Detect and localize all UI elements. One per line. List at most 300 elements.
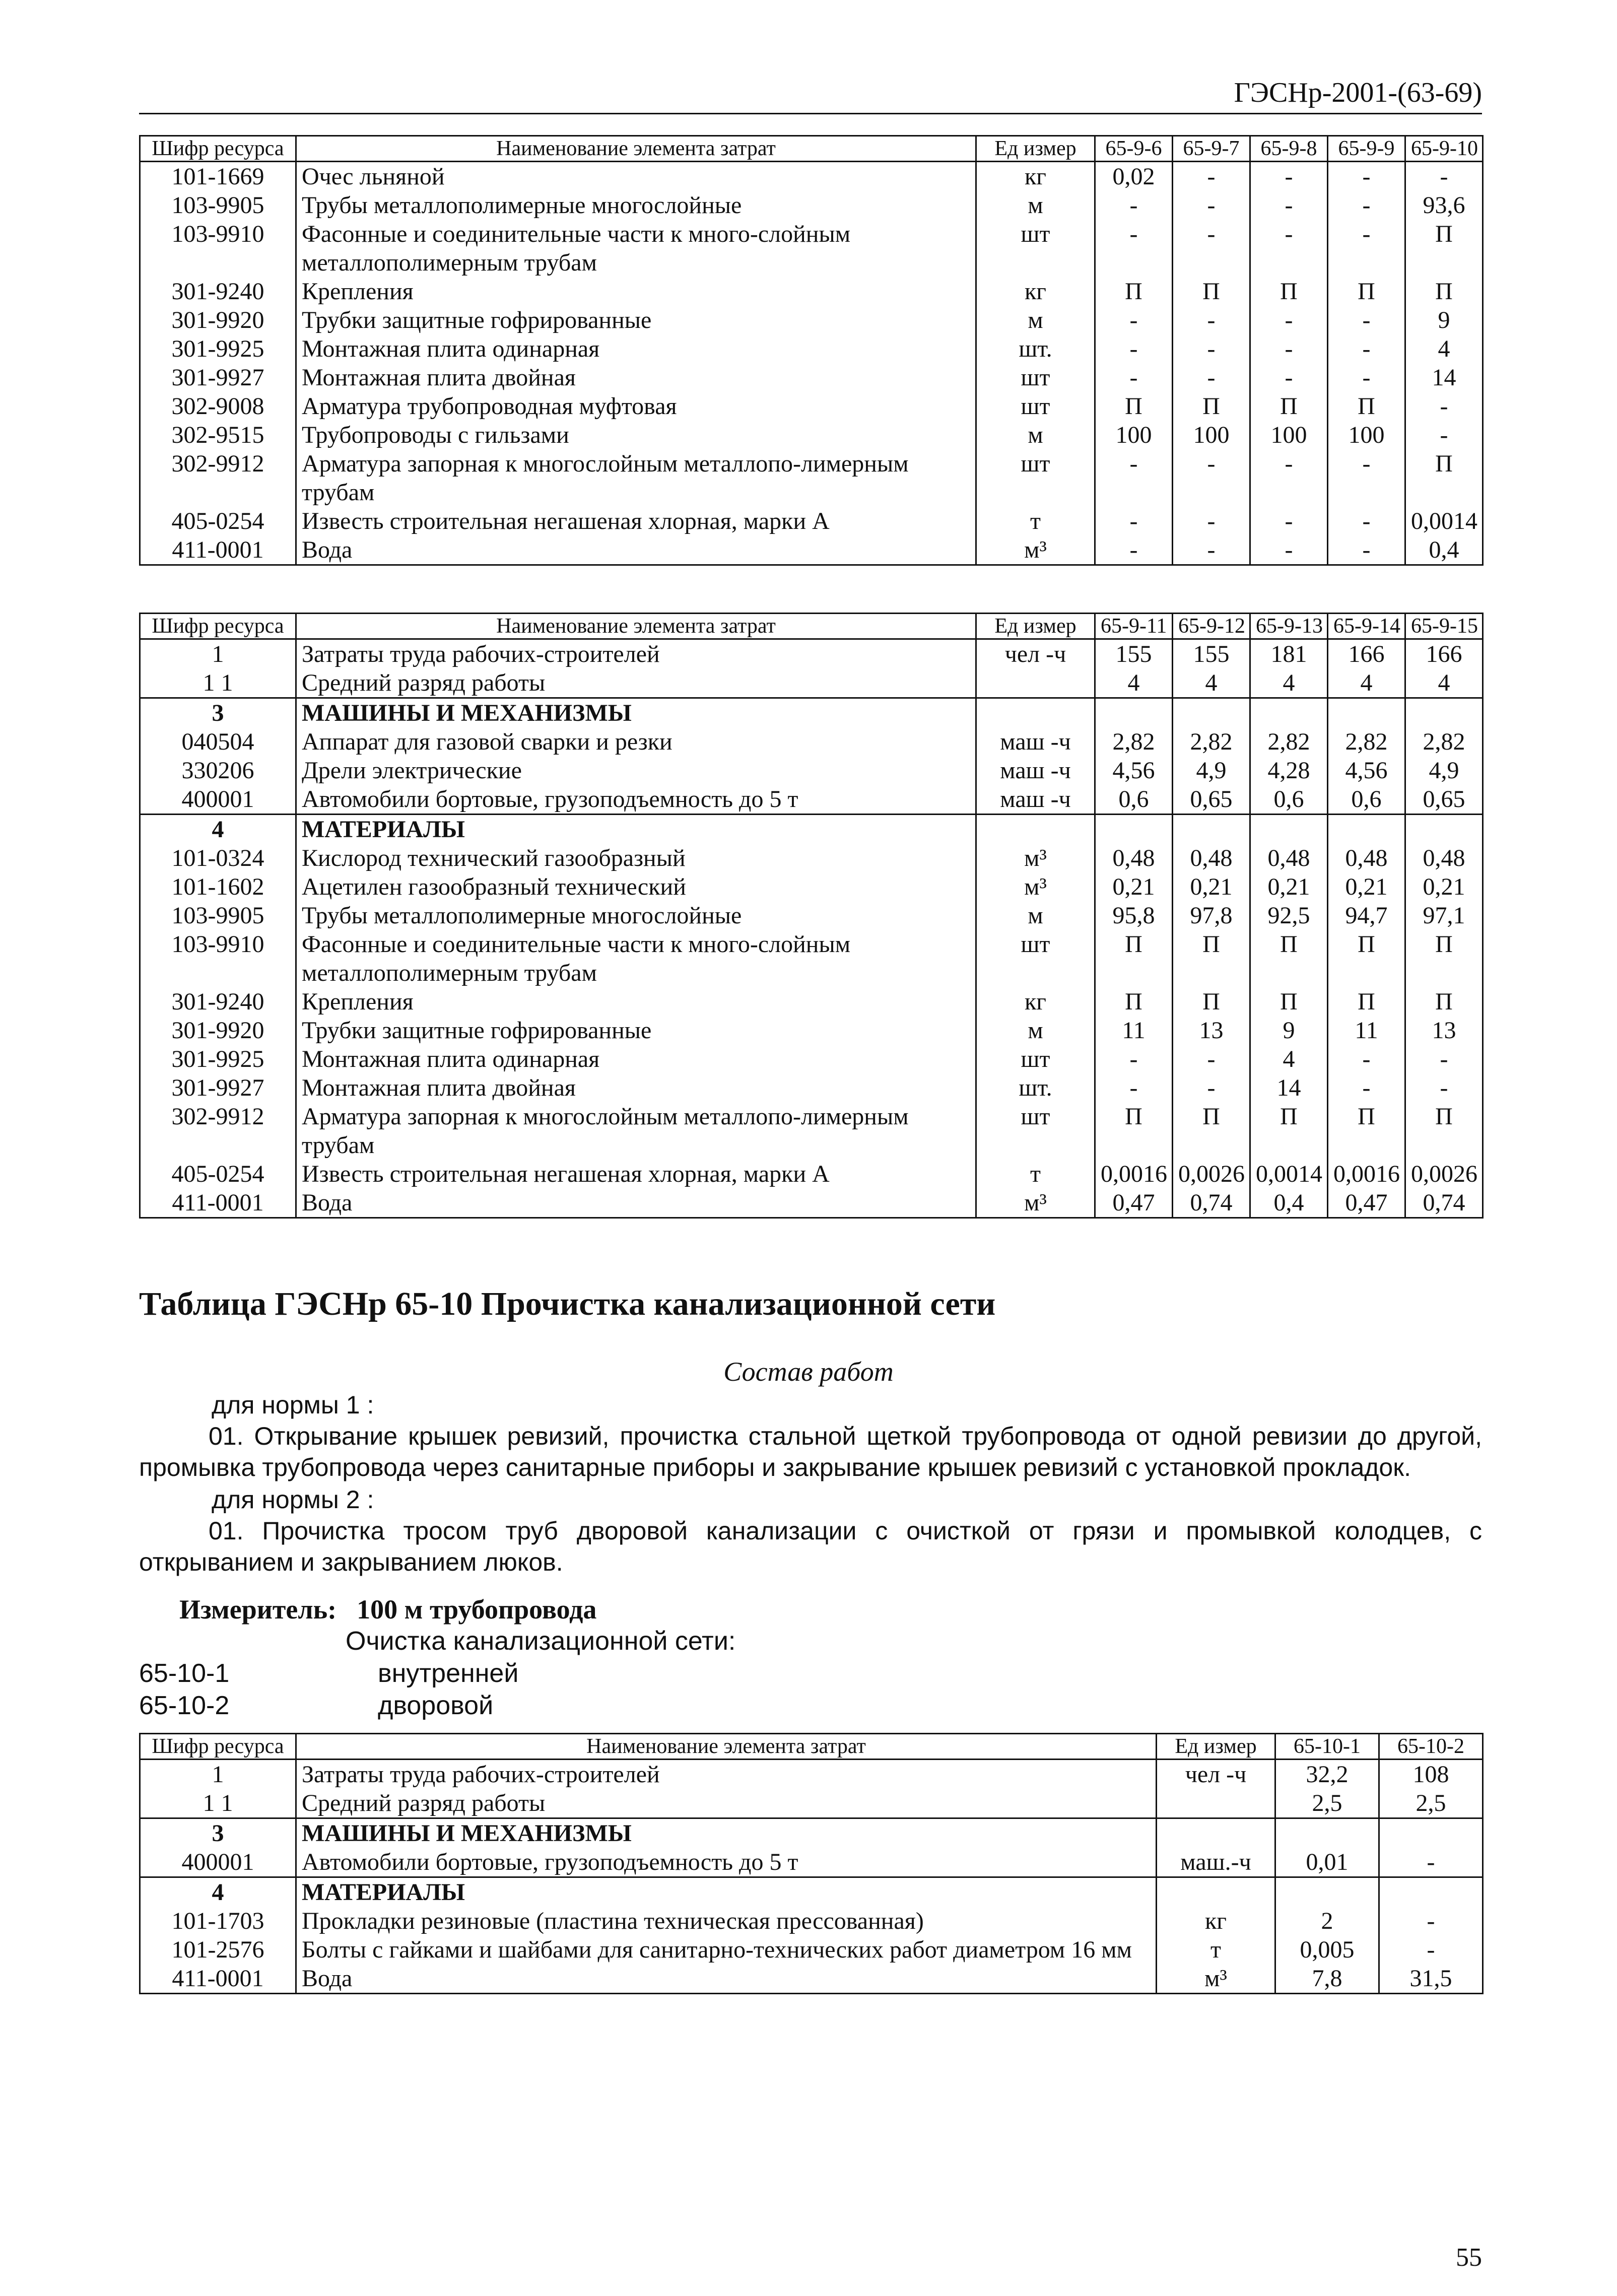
norm-value: -: [1095, 507, 1173, 535]
cost-element-name: Автомобили бортовые, грузоподъемность до 5 т: [296, 1848, 1157, 1877]
norm-value: 4: [1328, 668, 1405, 698]
table-row: [140, 363, 1483, 392]
resource-code: 3: [140, 698, 296, 728]
norm-value: 2,82: [1328, 727, 1405, 756]
norm-value: [1173, 815, 1250, 844]
norm-value: -: [1173, 306, 1250, 334]
unit-of-measure: кг: [976, 987, 1095, 1016]
resource-code: 301-9240: [140, 987, 296, 1016]
resource-code: 101-2576: [140, 1935, 296, 1964]
norm-value: -: [1328, 1073, 1405, 1102]
norm-value: 0,6: [1328, 785, 1405, 815]
norm-value: -: [1173, 220, 1250, 277]
norm-value: 4,9: [1405, 756, 1483, 785]
column-header-unit: Ед измер: [976, 136, 1095, 162]
resource-code: 103-9905: [140, 901, 296, 930]
cost-element-name: Арматура запорная к многослойным металлопо-лимерным трубам: [296, 449, 976, 507]
norm-value: 0,21: [1405, 872, 1483, 901]
norm-value: 100: [1095, 421, 1173, 449]
norm-value: 4,28: [1250, 756, 1328, 785]
norm-value: П: [1173, 987, 1250, 1016]
norm-value: [1250, 698, 1328, 728]
cost-element-name: МАШИНЫ И МЕХАНИЗМЫ: [296, 698, 976, 728]
table-row: [140, 785, 1483, 815]
norm-value: П: [1095, 1102, 1173, 1160]
resource-code: 3: [140, 1818, 296, 1848]
document-code: ГЭСНр-2001-(63-69): [1234, 77, 1482, 108]
norm-value: П: [1173, 277, 1250, 306]
norm-value: П: [1405, 1102, 1483, 1160]
resource-code: 301-9927: [140, 1073, 296, 1102]
table-row: [140, 1789, 1483, 1818]
norm-value: 0,0014: [1250, 1160, 1328, 1188]
table-row: [140, 449, 1483, 507]
norm-value: -: [1250, 220, 1328, 277]
table-row: [140, 1045, 1483, 1073]
norm-value: П: [1250, 987, 1328, 1016]
unit-of-measure: [1157, 1818, 1275, 1848]
unit-of-measure: т: [1157, 1935, 1275, 1964]
measurement-unit: [179, 1593, 596, 1626]
norm-value: -: [1173, 363, 1250, 392]
norm-value: 13: [1405, 1016, 1483, 1045]
table-row: [140, 191, 1483, 220]
resource-code: 301-9920: [140, 1016, 296, 1045]
unit-of-measure: т: [976, 1160, 1095, 1188]
resource-code: 301-9925: [140, 1045, 296, 1073]
norm-value: -: [1095, 334, 1173, 363]
resource-code: 1: [140, 1760, 296, 1789]
norm-value: 108: [1379, 1760, 1483, 1789]
resource-code: 301-9240: [140, 277, 296, 306]
norm-value: 155: [1173, 639, 1250, 669]
norm2-text: 01. Прочистка тросом труб дворовой канализации с очисткой от грязи и промывкой колодцев, с открыванием и закрыванием люков.: [139, 1517, 1482, 1576]
norm-value: 155: [1095, 639, 1173, 669]
table-row: [140, 507, 1483, 535]
norm-value: 0,74: [1405, 1188, 1483, 1218]
cost-element-name: МАТЕРИАЛЫ: [296, 815, 976, 844]
norm-value: -: [1328, 363, 1405, 392]
unit-of-measure: м: [976, 191, 1095, 220]
norm-value: -: [1095, 1073, 1173, 1102]
column-header-norm: 65-9-14: [1328, 614, 1405, 639]
norm-value: -: [1095, 191, 1173, 220]
norm-value: 0,0026: [1173, 1160, 1250, 1188]
cost-element-name: Фасонные и соединительные части к много-слойным металлополимерным трубам: [296, 930, 976, 987]
norm-value: -: [1405, 1045, 1483, 1073]
norm-value: -: [1173, 507, 1250, 535]
table-row: [140, 1907, 1483, 1935]
norm-value: -: [1173, 334, 1250, 363]
norm-value: 7,8: [1275, 1964, 1379, 1994]
norm-value: 9: [1405, 306, 1483, 334]
norm-value: П: [1173, 1102, 1250, 1160]
norm-value: 0,65: [1173, 785, 1250, 815]
norm-value: [1405, 815, 1483, 844]
unit-of-measure: кг: [976, 162, 1095, 191]
norm-value: 4: [1405, 668, 1483, 698]
resource-table-65-9-11-to-15: [139, 613, 1484, 1219]
cost-element-name: Трубы металлополимерные многослойные: [296, 191, 976, 220]
norm-value: 9: [1250, 1016, 1328, 1045]
unit-of-measure: [1157, 1789, 1275, 1818]
column-header-norm: 65-9-7: [1173, 136, 1250, 162]
norm-value: -: [1095, 363, 1173, 392]
resource-table-65-9-6-to-10: [139, 135, 1484, 566]
table-header-row: [140, 1734, 1483, 1760]
unit-of-measure: шт: [976, 392, 1095, 421]
table-row: [140, 756, 1483, 785]
unit-of-measure: [976, 698, 1095, 728]
norm-value: 166: [1328, 639, 1405, 669]
unit-of-measure: [1157, 1877, 1275, 1907]
table-row: [140, 987, 1483, 1016]
norm-value: П: [1405, 220, 1483, 277]
column-header-norm: 65-9-9: [1328, 136, 1405, 162]
table-row: [140, 872, 1483, 901]
unit-of-measure: шт.: [976, 334, 1095, 363]
norm-value: 97,8: [1173, 901, 1250, 930]
norm-value: -: [1250, 535, 1328, 565]
norm-value: -: [1379, 1848, 1483, 1877]
norm-value: 0,48: [1405, 844, 1483, 872]
norm-value: П: [1173, 392, 1250, 421]
resource-code: 330206: [140, 756, 296, 785]
resource-code: 301-9925: [140, 334, 296, 363]
column-header-norm: 65-9-8: [1250, 136, 1328, 162]
cost-element-name: Средний разряд работы: [296, 1789, 1157, 1818]
resource-code: 302-9008: [140, 392, 296, 421]
norm-value: 2,82: [1173, 727, 1250, 756]
norm-value: [1173, 698, 1250, 728]
norm-value: П: [1405, 930, 1483, 987]
norm-value: 0,6: [1095, 785, 1173, 815]
resource-code: 4: [140, 815, 296, 844]
norm-value: 95,8: [1095, 901, 1173, 930]
norm-value: -: [1328, 220, 1405, 277]
cost-element-name: Трубки защитные гофрированные: [296, 1016, 976, 1045]
resource-code: 040504: [140, 727, 296, 756]
section-title: Таблица ГЭСНр 65-10 Прочистка канализационной сети: [139, 1286, 996, 1322]
cost-element-name: Крепления: [296, 277, 976, 306]
cost-element-name: Ацетилен газообразный технический: [296, 872, 976, 901]
meter-label: Измеритель:: [179, 1594, 337, 1625]
norm-value: -: [1405, 392, 1483, 421]
norm-variants: [139, 1625, 735, 1722]
norm-value: 0,0016: [1095, 1160, 1173, 1188]
table-row: [140, 1760, 1483, 1789]
cost-element-name: Крепления: [296, 987, 976, 1016]
norm-value: 4: [1173, 668, 1250, 698]
norm1-label: для нормы 1 :: [212, 1391, 374, 1419]
resource-code: 103-9910: [140, 930, 296, 987]
cost-element-name: Монтажная плита двойная: [296, 363, 976, 392]
resource-code: 302-9515: [140, 421, 296, 449]
norm-value: П: [1095, 987, 1173, 1016]
norm-value: П: [1095, 392, 1173, 421]
norm-value: 0,0026: [1405, 1160, 1483, 1188]
norm-value: П: [1328, 930, 1405, 987]
norm-value: 0,21: [1250, 872, 1328, 901]
norm-value: 14: [1405, 363, 1483, 392]
norm-value: 0,48: [1173, 844, 1250, 872]
resource-code: 400001: [140, 1848, 296, 1877]
cost-element-name: Болты с гайками и шайбами для санитарно-технических работ диаметром 16 мм: [296, 1935, 1157, 1964]
norm-value: 93,6: [1405, 191, 1483, 220]
norm-value: 0,47: [1328, 1188, 1405, 1218]
cost-element-name: Трубки защитные гофрированные: [296, 306, 976, 334]
resource-code: 101-1669: [140, 162, 296, 191]
norm-value: 4: [1095, 668, 1173, 698]
norm-value: 2,82: [1250, 727, 1328, 756]
table-row: [140, 1877, 1483, 1907]
table-row: [140, 844, 1483, 872]
column-header-norm: 65-9-15: [1405, 614, 1483, 639]
norm-value: 0,74: [1173, 1188, 1250, 1218]
norm-value: [1250, 815, 1328, 844]
norm-value: -: [1328, 334, 1405, 363]
unit-of-measure: м: [976, 421, 1095, 449]
cost-element-name: Прокладки резиновые (пластина техническая прессованная): [296, 1907, 1157, 1935]
resource-code: 405-0254: [140, 507, 296, 535]
variant-code: 65-10-1: [139, 1659, 230, 1688]
resource-code: 101-1602: [140, 872, 296, 901]
norm-value: -: [1379, 1935, 1483, 1964]
table-row: [140, 1188, 1483, 1218]
norm-value: [1379, 1877, 1483, 1907]
norm-value: 166: [1405, 639, 1483, 669]
norm-value: П: [1250, 392, 1328, 421]
unit-of-measure: м: [976, 306, 1095, 334]
norm-value: 0,47: [1095, 1188, 1173, 1218]
unit-of-measure: маш -ч: [976, 727, 1095, 756]
norm-value: -: [1173, 162, 1250, 191]
norm-value: -: [1405, 421, 1483, 449]
resource-code: 101-0324: [140, 844, 296, 872]
table-row: [140, 815, 1483, 844]
cost-element-name: МАТЕРИАЛЫ: [296, 1877, 1157, 1907]
norm-value: 2,82: [1405, 727, 1483, 756]
norm-value: [1275, 1877, 1379, 1907]
norm-value: [1328, 815, 1405, 844]
table-header-row: [140, 136, 1483, 162]
column-header-norm: 65-9-10: [1405, 136, 1483, 162]
norm-value: -: [1095, 449, 1173, 507]
norm-value: 97,1: [1405, 901, 1483, 930]
cost-element-name: Кислород технический газообразный: [296, 844, 976, 872]
resource-code: 1 1: [140, 1789, 296, 1818]
norm-value: -: [1328, 306, 1405, 334]
norm-value: П: [1328, 1102, 1405, 1160]
norm-value: -: [1173, 1045, 1250, 1073]
cost-element-name: Вода: [296, 1964, 1157, 1994]
resource-code: 411-0001: [140, 1188, 296, 1218]
unit-of-measure: м³: [976, 872, 1095, 901]
norm-value: 100: [1173, 421, 1250, 449]
norm-value: -: [1328, 191, 1405, 220]
cost-element-name: Арматура запорная к многослойным металлопо-лимерным трубам: [296, 1102, 976, 1160]
table-row: [140, 220, 1483, 277]
cost-element-name: Дрели электрические: [296, 756, 976, 785]
variants-caption: Очистка канализационной сети:: [346, 1627, 736, 1656]
norm-value: -: [1250, 306, 1328, 334]
norm-value: -: [1328, 162, 1405, 191]
resource-code: 302-9912: [140, 1102, 296, 1160]
norm-value: 94,7: [1328, 901, 1405, 930]
cost-element-name: Арматура трубопроводная муфтовая: [296, 392, 976, 421]
resource-code: 1: [140, 639, 296, 669]
norm-value: 0,4: [1405, 535, 1483, 565]
column-header-norm: 65-10-2: [1379, 1734, 1483, 1760]
table-row: [140, 1848, 1483, 1877]
norm-value: 2: [1275, 1907, 1379, 1935]
cost-element-name: Фасонные и соединительные части к много-слойным металлополимерным трубам: [296, 220, 976, 277]
unit-of-measure: [976, 668, 1095, 698]
meter-value: 100 м трубопровода: [357, 1594, 597, 1625]
norm-value: -: [1250, 507, 1328, 535]
table-row: [140, 162, 1483, 191]
norm-value: 0,6: [1250, 785, 1328, 815]
unit-of-measure: кг: [976, 277, 1095, 306]
norm-value: -: [1328, 535, 1405, 565]
cost-element-name: Трубы металлополимерные многослойные: [296, 901, 976, 930]
norm-value: П: [1328, 987, 1405, 1016]
table-row: [140, 901, 1483, 930]
table-row: [140, 1073, 1483, 1102]
unit-of-measure: м³: [976, 1188, 1095, 1218]
cost-element-name: Монтажная плита двойная: [296, 1073, 976, 1102]
unit-of-measure: м³: [976, 844, 1095, 872]
table-row: [140, 1016, 1483, 1045]
unit-of-measure: шт.: [976, 1073, 1095, 1102]
variant-label: внутренней: [378, 1659, 519, 1688]
resource-code: 405-0254: [140, 1160, 296, 1188]
norm-value: 11: [1095, 1016, 1173, 1045]
column-header-norm: 65-9-12: [1173, 614, 1250, 639]
norm-value: 0,005: [1275, 1935, 1379, 1964]
table-row: [140, 639, 1483, 669]
column-header-norm: 65-9-6: [1095, 136, 1173, 162]
norm-value: П: [1250, 930, 1328, 987]
table-row: [140, 930, 1483, 987]
cost-element-name: Вода: [296, 535, 976, 565]
norm-value: 2,5: [1379, 1789, 1483, 1818]
norm-value: 0,48: [1250, 844, 1328, 872]
unit-of-measure: кг: [1157, 1907, 1275, 1935]
norm-value: 0,48: [1328, 844, 1405, 872]
unit-of-measure: м: [976, 901, 1095, 930]
norm-value: -: [1173, 535, 1250, 565]
norm-value: П: [1095, 277, 1173, 306]
cost-element-name: Автомобили бортовые, грузоподъемность до 5 т: [296, 785, 976, 815]
table-row: [140, 668, 1483, 698]
column-header-code: Шифр ресурса: [140, 136, 296, 162]
cost-element-name: Очес льняной: [296, 162, 976, 191]
norm-value: 0,21: [1095, 872, 1173, 901]
norm-value: -: [1328, 1045, 1405, 1073]
cost-element-name: МАШИНЫ И МЕХАНИЗМЫ: [296, 1818, 1157, 1848]
norm-value: -: [1173, 449, 1250, 507]
norm-value: -: [1328, 507, 1405, 535]
resource-code: 411-0001: [140, 1964, 296, 1994]
norm-value: -: [1328, 449, 1405, 507]
table-row: [140, 392, 1483, 421]
cost-element-name: Известь строительная негашеная хлорная, марки А: [296, 1160, 976, 1188]
unit-of-measure: т: [976, 507, 1095, 535]
resource-code: 4: [140, 1877, 296, 1907]
norm-value: -: [1250, 363, 1328, 392]
resource-code: 301-9927: [140, 363, 296, 392]
norm-value: 4,56: [1095, 756, 1173, 785]
table-row: [140, 277, 1483, 306]
unit-of-measure: шт: [976, 363, 1095, 392]
cost-element-name: Средний разряд работы: [296, 668, 976, 698]
norm-value: П: [1250, 277, 1328, 306]
norm-value: 0,4: [1250, 1188, 1328, 1218]
norm-value: 4,9: [1173, 756, 1250, 785]
table-row: [140, 535, 1483, 565]
column-header-code: Шифр ресурса: [140, 614, 296, 639]
column-header-norm: 65-9-11: [1095, 614, 1173, 639]
unit-of-measure: маш.-ч: [1157, 1848, 1275, 1877]
norm-value: [1379, 1818, 1483, 1848]
resource-code: 1 1: [140, 668, 296, 698]
table-row: [140, 1935, 1483, 1964]
norm-value: -: [1095, 535, 1173, 565]
norm-value: 0,21: [1328, 872, 1405, 901]
norm1-text: 01. Открывание крышек ревизий, прочистка стальной щеткой трубопровода от одной ревизии до другой, промывка трубопровода через санитарные приборы и закрывание крышек ревизий с установкой прокладок.: [139, 1422, 1482, 1481]
resource-code: 302-9912: [140, 449, 296, 507]
unit-of-measure: м³: [976, 535, 1095, 565]
norm-value: -: [1379, 1907, 1483, 1935]
page-number: 55: [1456, 2243, 1482, 2272]
norm-value: -: [1173, 1073, 1250, 1102]
norm-value: -: [1095, 1045, 1173, 1073]
variant-row: [139, 1657, 735, 1690]
page-header: [139, 75, 1482, 114]
column-header-norm: 65-9-13: [1250, 614, 1328, 639]
cost-element-name: Трубопроводы с гильзами: [296, 421, 976, 449]
norm-value: 4,56: [1328, 756, 1405, 785]
norm-value: П: [1095, 930, 1173, 987]
norm-value: [1275, 1818, 1379, 1848]
table-row: [140, 1818, 1483, 1848]
unit-of-measure: м: [976, 1016, 1095, 1045]
norm-value: [1328, 698, 1405, 728]
table-row: [140, 698, 1483, 728]
norm-value: 4: [1405, 334, 1483, 363]
variant-label: дворовой: [378, 1691, 494, 1720]
norm-value: 4: [1250, 1045, 1328, 1073]
unit-of-measure: чел -ч: [1157, 1760, 1275, 1789]
norm-value: 100: [1250, 421, 1328, 449]
cost-element-name: Аппарат для газовой сварки и резки: [296, 727, 976, 756]
norm-value: 181: [1250, 639, 1328, 669]
cost-element-name: Монтажная плита одинарная: [296, 334, 976, 363]
norm-value: 13: [1173, 1016, 1250, 1045]
cost-element-name: Затраты труда рабочих-строителей: [296, 1760, 1157, 1789]
norm-value: П: [1405, 449, 1483, 507]
table-row: [140, 727, 1483, 756]
norm-value: 100: [1328, 421, 1405, 449]
table-row: [140, 334, 1483, 363]
norm2-label: для нормы 2 :: [212, 1485, 374, 1514]
norm-value: 0,48: [1095, 844, 1173, 872]
unit-of-measure: шт: [976, 1045, 1095, 1073]
composition-heading: Состав работ: [723, 1357, 894, 1387]
norm-value: -: [1095, 220, 1173, 277]
cost-element-name: Монтажная плита одинарная: [296, 1045, 976, 1073]
